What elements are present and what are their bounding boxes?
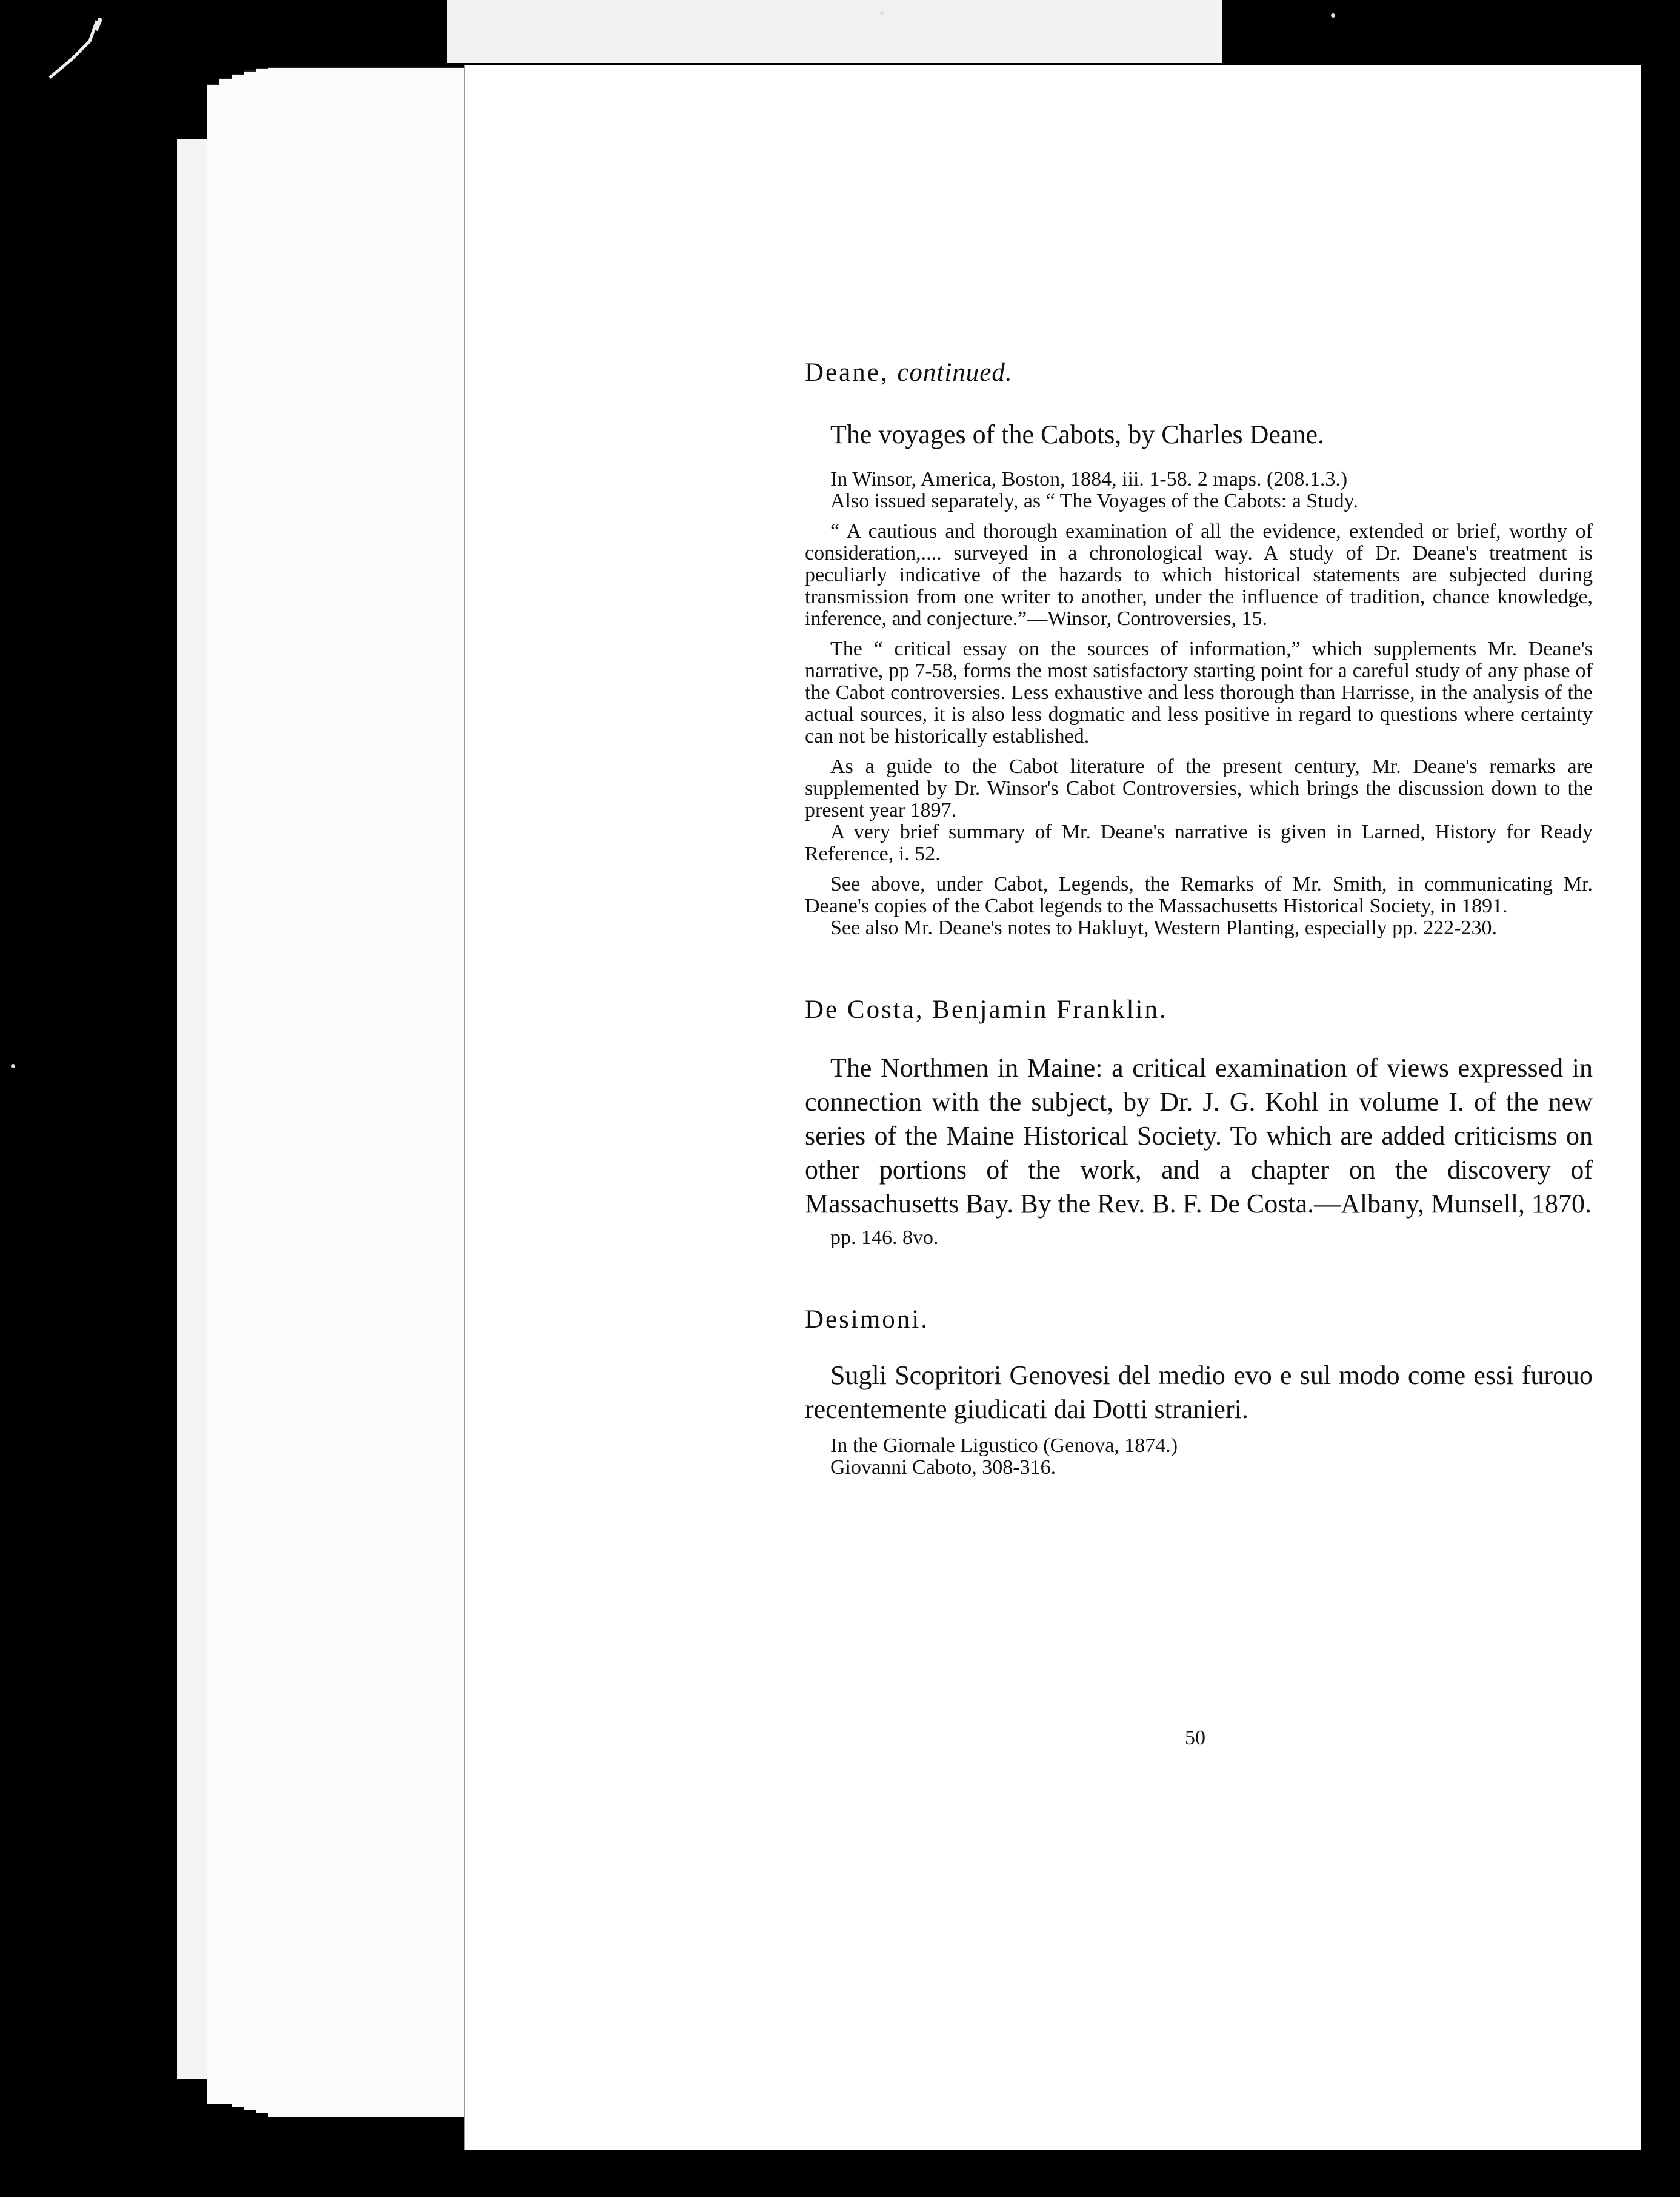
entry-note: Also issued separately, as “ The Voyages of the Cabots: a Study. [830,490,1358,512]
entry-deane [805,358,1593,939]
entry-header: Deane, continued. [805,358,1013,387]
entry-pages: pp. 146. 8vo. [830,1226,939,1249]
scan-speck [11,1064,15,1068]
entry-title: The voyages of the Cabots, by Charles Deane. [830,420,1324,449]
entry-note: See also Mr. Deane's notes to Hakluyt, Western Planting, especially pp. 222-230. [830,917,1498,939]
entry-desimoni [805,1305,1593,1479]
scan-speck [1331,13,1335,18]
entry-title: Sugli Scopritori Genovesi del medio evo e sul modo come essi furouo recentemente giudicati dai Dotti stranieri. [805,1360,1593,1424]
page-content [805,358,1593,1479]
entry-citation: In Winsor, America, Boston, 1884, iii. 1-58. 2 maps. (208.1.3.) [830,468,1348,490]
entry-header: De Costa, Benjamin Franklin. [805,995,1168,1024]
entry-header: Desimoni. [805,1305,929,1334]
entry-note: See above, under Cabot, Legends, the Remarks of Mr. Smith, in communicating Mr. Deane's copies of the Cabot legends to the Massachusetts Historical Society, in 1891. [805,873,1593,917]
entry-note: A very brief summary of Mr. Deane's narrative is given in Larned, History for Ready Reference, i. 52. [805,821,1593,865]
entry-source: In the Giornale Ligustico (Genova, 1874.) [830,1434,1178,1457]
scan-mark-icon [42,17,109,84]
book-top-edge [447,0,1222,63]
entry-note: As a guide to the Cabot literature of the present century, Mr. Deane's remarks are supplemented by Dr. Winsor's Cabot Controversies, which brings the discussion down to the present year 1897. [805,755,1593,821]
entry-decosta [805,995,1593,1249]
page-number: 50 [1185,1727,1205,1749]
scan-speck [880,11,884,15]
entry-note: The “ critical essay on the sources of information,” which supplements Mr. Deane's narrative, pp 7-58, forms the most satisfactory starting point for a careful study of any phase of the Cabot controversies. Less exhaustive and less thorough than Harrisse, in the analysis of the actual sources, it is also less dogmatic and less positive in regard to questions where certainty can not be historically established. [805,638,1593,747]
entry-title: The Northmen in Maine: a critical examination of views expressed in connection with the subject, by Dr. J. G. Kohl in volume I. of the new series of the Maine Historical Society. To which are added criticisms on other portions of the work, and a chapter on the discovery of Massachusetts Bay. By the Rev. B. F. De Costa.—Albany, Munsell, 1870. [805,1053,1593,1219]
entry-quote: “ A cautious and thorough examination of all the evidence, extended or brief, worthy of consideration,.... surveyed in a chronological way. A study of Dr. Deane's treatment is peculiarly indicative of the hazards to which historical statements are subjected during transmission from one writer to another, under the influence of tradition, chance knowledge, inference, and conjecture.”—Winsor, Controversies, 15. [805,520,1593,630]
entry-pages: Giovanni Caboto, 308-316. [830,1456,1056,1479]
